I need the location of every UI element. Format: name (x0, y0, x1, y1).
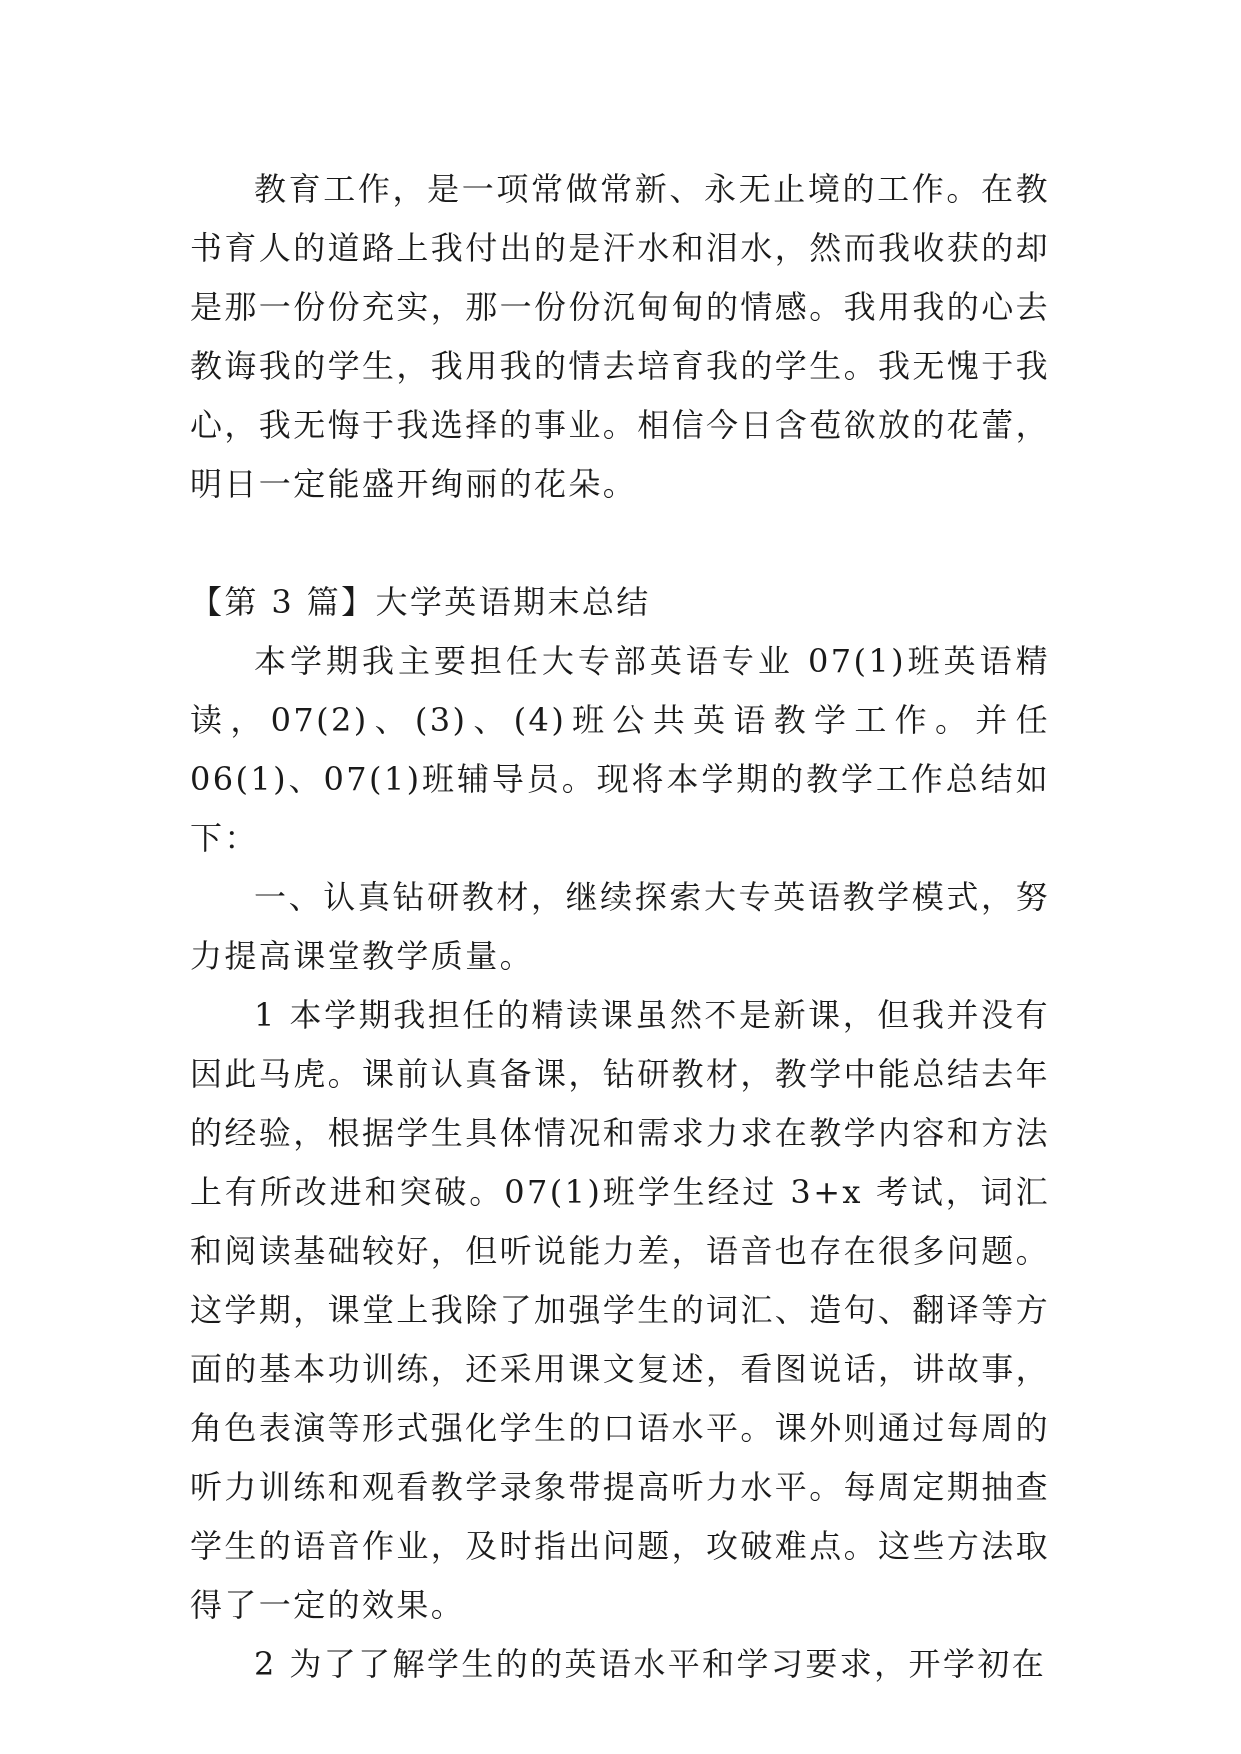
paragraph-item-2: 2 为了了解学生的的英语水平和学习要求，开学初在 (254, 1645, 1047, 1683)
paragraph-point-one: 一、认真钻研教材，继续探索大专英语教学模式，努力提高课堂教学质量。 (190, 878, 1050, 975)
document-body (190, 160, 1050, 1694)
section-spacer (190, 514, 1050, 573)
section-heading: 【第 3 篇】大学英语期末总结 (190, 583, 651, 621)
paragraph-intro: 本学期我主要担任大专部英语专业 07(1)班英语精读，07(2)、(3)、(4)班公共英语教学工作。并任 06(1)、07(1)班辅导员。现将本学期的教学工作总结如下： (190, 642, 1050, 857)
paragraph-item-1: 1 本学期我担任的精读课虽然不是新课，但我并没有因此马虎。课前认真备课，钻研教材，教学中能总结去年的经验，根据学生具体情况和需求力求在教学内容和方法上有所改进和突破。07(1)班学生经过 3+x 考试，词汇和阅读基础较好，但听说能力差，语音也存在很多问题。这学期，课堂上我除了加强学生的词汇、造句、翻译等方面的基本功训练，还采用课文复述，看图说话，讲故事，角色表演等形式强化学生的口语水平。课外则通过每周的听力训练和观看教学录象带提高听力水平。每周定期抽查学生的语音作业，及时指出问题，攻破难点。这些方法取得了一定的效果。 (190, 996, 1051, 1624)
paragraph-conclusion: 教育工作，是一项常做常新、永无止境的工作。在教书育人的道路上我付出的是汗水和泪水，然而我收获的却是那一份份充实，那一份份沉甸甸的情感。我用我的心去教诲我的学生，我用我的情去培育我的学生。我无愧于我心，我无悔于我选择的事业。相信今日含苞欲放的花蕾，明日一定能盛开绚丽的花朵。 (190, 170, 1051, 503)
